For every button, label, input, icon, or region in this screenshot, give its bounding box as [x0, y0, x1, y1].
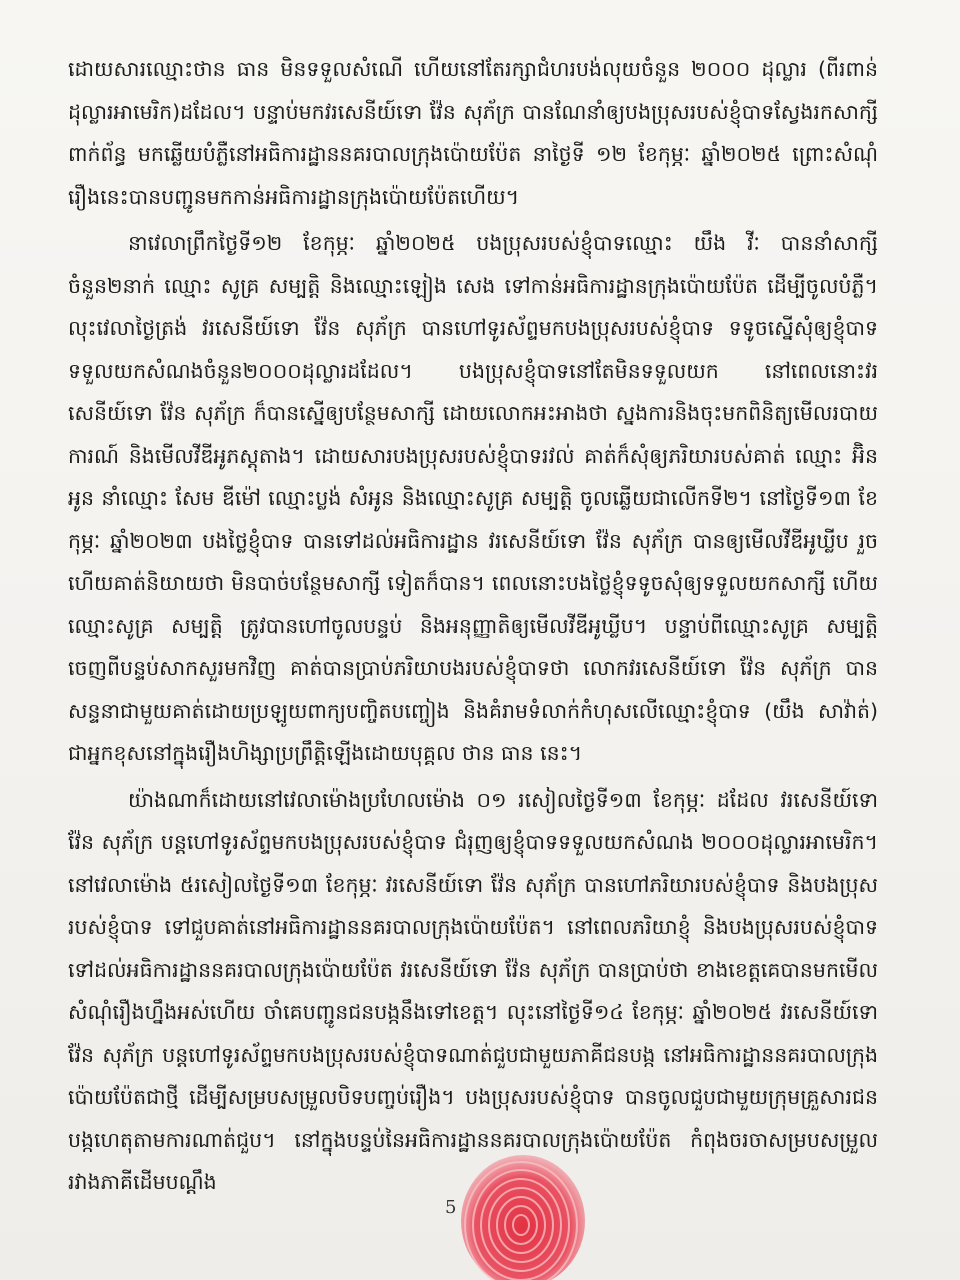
paragraph-2: នាវេលាព្រឹកថ្ងៃទី១២ ខែកុម្ភៈ ឆ្នាំ២០២៥ បងប្រុសរបស់ខ្ញុំបាទឈ្មោះ យឹង វីៈ បាននាំសាក្សីចំនួន២នាក់ ឈ្មោះ សូគ្រ សម្បត្តិ និងឈ្មោះឡៀង សេង ទៅកាន់អធិការដ្ឋានក្រុងប៉ោយប៉ែត ដើម្បីចូលបំភ្លឺ។ លុះវេលាថ្ងៃត្រង់ វរសេនីយ៍ទោ វ៉ែន សុភ័ក្រ បានហៅទូរស័ព្ទមកបងប្រុសរបស់ខ្ញុំបាទ ទទូចស្នើសុំឲ្យខ្ញុំបាទទទួលយកសំណងចំនួន២០០០ដុល្លារដដែល។ បងប្រុសខ្ញុំបាទនៅតែមិនទទួលយក នៅពេលនោះវរសេនីយ៍ទោ វ៉ែន សុភ័ក្រ ក៏បានស្នើឲ្យបន្ថែមសាក្សី ដោយលោកអះអាងថា ស្នងការនិងចុះមកពិនិត្យមើលរបាយការណ៍ និងមើលវីឌីអូភស្តុតាង។ ដោយសារបងប្រុសរបស់ខ្ញុំបាទរវល់ គាត់ក៏សុំឲ្យភរិយារបស់គាត់ ឈ្មោះ អ៊ិន អូន នាំឈ្មោះ សែម ឌីម៉ៅ ឈ្មោះប្លង់ សំអូន និងឈ្មោះសូគ្រ សម្បត្តិ ចូលឆ្លើយជាលើកទី២។ នៅថ្ងៃទី១៣ ខែកុម្ភៈ ឆ្នាំ២០២៣ បងថ្លៃខ្ញុំបាទ បានទៅដល់អធិការដ្ឋាន វរសេនីយ៍ទោ វ៉ែន សុភ័ក្រ បានឲ្យមើលវីឌីអូឃ្លីប រួចហើយគាត់និយាយថា មិនបាច់បន្ថែមសាក្សី ទៀតក៏បាន។ ពេលនោះបងថ្លៃខ្ញុំទទូចសុំឲ្យទទួលយកសាក្សី ហើយឈ្មោះសូគ្រ សម្បត្តិ ត្រូវបានហៅចូលបន្ទប់ និងអនុញ្ញាតិឲ្យមើលវីឌីអូឃ្លីប។ បន្ទាប់ពីឈ្មោះសូគ្រ សម្បត្តិ ចេញពីបន្ទប់សាកសួរមកវិញ គាត់បានប្រាប់ភរិយាបងរបស់ខ្ញុំបាទថា លោកវរសេនីយ៍ទោ វ៉ែន សុភ័ក្រ បានសន្ទនាជាមួយគាត់ដោយប្រឡូយពាក្យបញ្ចិតបញ្ចៀង និងគំរាមទំលាក់កំហុសលើឈ្មោះខ្ញុំបាទ (យឹង សាវ៉ាត់) ជាអ្នកខុសនៅក្នុងរឿងហិង្សាប្រព្រឹត្តិឡើងដោយបុគ្គល ថាន ធាន នេះ។: [68, 231, 878, 765]
paragraph-3: យ៉ាងណាក៏ដោយនៅវេលាម៉ោងប្រហែលម៉ោង ០១ រសៀលថ្ងៃទី១៣ ខែកុម្ភៈ ដដែល វរសេនីយ៍ទោ វ៉ែន សុភ័ក្រ បន្តហៅទូរស័ព្ទមកបងប្រុសរបស់ខ្ញុំបាទ ជំរុញឲ្យខ្ញុំបាទទទួលយកសំណង ២០០០ដុល្លារអាមេរិក។ នៅវេលាម៉ោង ៥រសៀលថ្ងៃទី១៣ ខែកុម្ភៈ វរសេនីយ៍ទោ វ៉ែន សុភ័ក្រ បានហៅភរិយារបស់ខ្ញុំបាទ និងបងប្រុសរបស់ខ្ញុំបាទ ទៅជួបគាត់នៅអធិការដ្ឋាននគរបាលក្រុងប៉ោយប៉ែត។ នៅពេលភរិយាខ្ញុំ និងបងប្រុសរបស់ខ្ញុំបាទ ទៅដល់អធិការដ្ឋាននគរបាលក្រុងប៉ោយប៉ែត វរសេនីយ៍ទោ វ៉ែន សុភ័ក្រ បានប្រាប់ថា ខាងខេត្តគេបានមកមើលសំណុំរឿងហ្នឹងអស់ហើយ ចាំគេបញ្ជូនជនបង្កនឹងទៅខេត្ត។ លុះនៅថ្ងៃទី១៤ ខែកុម្ភៈ ឆ្នាំ២០២៥ វរសេនីយ៍ទោ វ៉ែន សុភ័ក្រ បន្តហៅទូរស័ព្ទមកបងប្រុសរបស់ខ្ញុំបាទណាត់ជួបជាមួយភាគីជនបង្ក នៅអធិការដ្ឋាននគរបាលក្រុងប៉ោយប៉ែតជាថ្មី ដើម្បីសម្របសម្រួលបិទបញ្ចប់រឿង។ បងប្រុសរបស់ខ្ញុំបាទ បានចូលជួបជាមួយក្រុមគ្រួសារជនបង្កហេតុតាមការណាត់ជួប។ នៅក្នុងបន្ទប់នៃអធិការដ្ឋាននគរបាលក្រុងប៉ោយប៉ែត កំពុងចរចាសម្របសម្រួលរវាងភាគីដើមបណ្តឹង: [68, 787, 878, 1194]
paragraph-1: ដោយសារឈ្មោះថាន ធាន មិនទទួលសំណើ ហើយនៅតែរក្សាជំហរបង់លុយចំនួន ២០០០ ដុល្លារ (ពីរពាន់ដុល្លារអាមេរិក)ដដែល។ បន្ទាប់មកវរសេនីយ៍ទោ វ៉ែន សុភ័ក្រ បានណែនាំឲ្យបងប្រុសរបស់ខ្ញុំបាទស្វែងរកសាក្សីពាក់ព័ន្ធ មកឆ្លើយបំភ្លឺនៅអធិការដ្ឋាននគរបាលក្រុងប៉ោយប៉ែត នាថ្ងៃទី ១២ ខែកុម្ភៈ ឆ្នាំ២០២៥ ព្រោះសំណុំរឿងនេះបានបញ្ជូនមកកាន់អធិការដ្ឋានក្រុងប៉ោយប៉ែតហើយ។: [68, 57, 878, 209]
document-body: [68, 48, 878, 1208]
red-thumbprint-icon: [455, 1143, 591, 1280]
page-number: 5: [445, 1197, 457, 1218]
